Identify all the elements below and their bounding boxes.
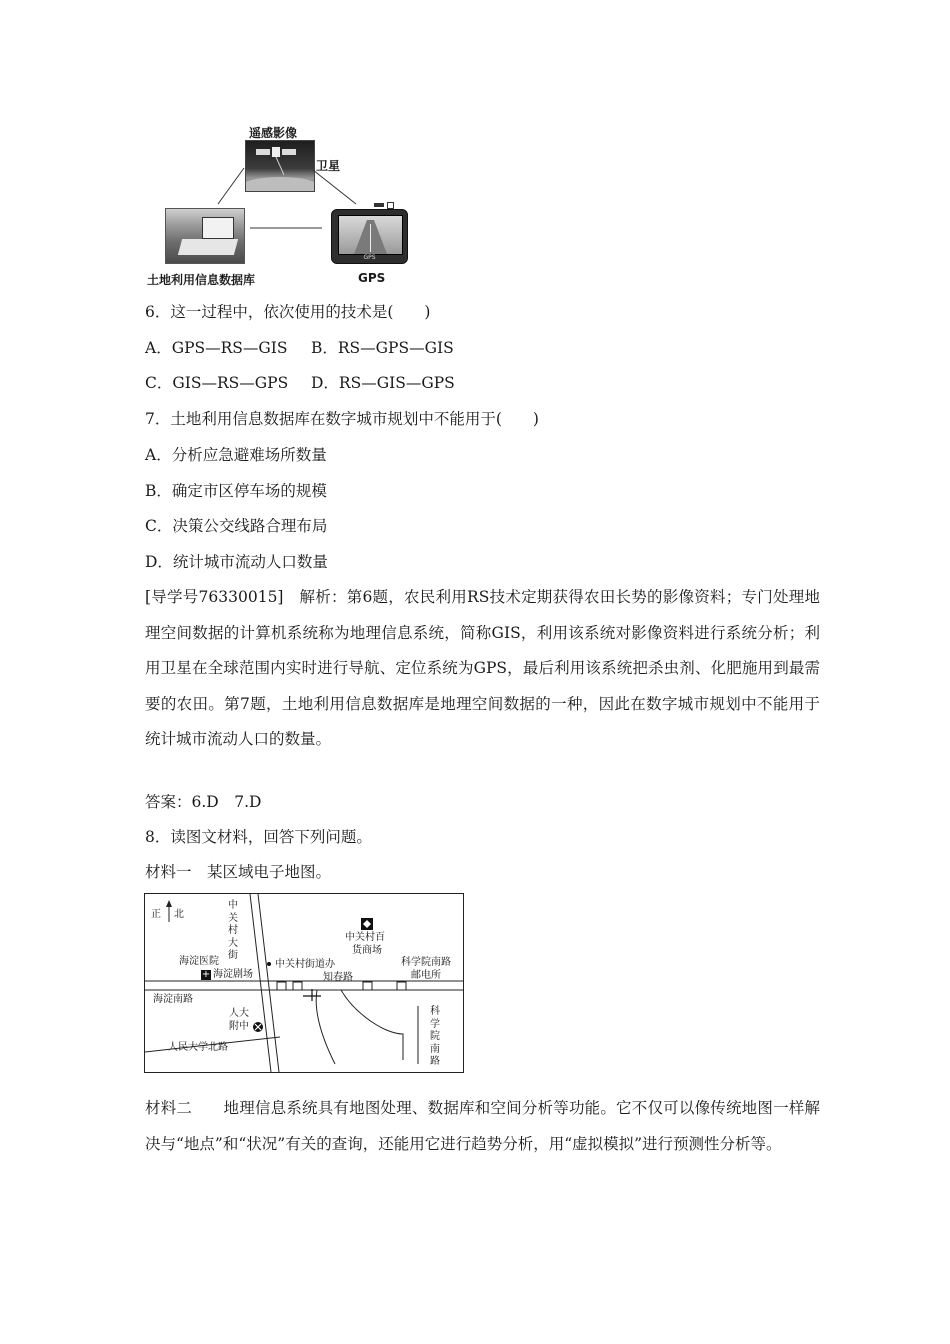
kexueyuan-post-label-2: 邮电所 xyxy=(411,970,441,981)
kexueyuan-post-label-1: 科学院南路 xyxy=(401,957,451,968)
gps-label: GPS xyxy=(358,271,386,285)
zgc-subdistrict-label: 中关村街道办 xyxy=(275,959,335,970)
north-zheng-label: 正 xyxy=(151,909,161,920)
answer-text: 答案：6.D 7.D xyxy=(145,793,262,811)
gps-antenna-dot xyxy=(387,202,394,209)
gps-screen-road-icon xyxy=(339,216,402,254)
haidian-hospital-label: 海淀医院 xyxy=(179,956,219,967)
rs-image-label: 遥感影像 xyxy=(249,126,298,140)
renda-fuzhong-label-2: 附中 xyxy=(229,1021,249,1032)
q7-option-c: C．决策公交线路合理布局 xyxy=(145,517,328,535)
zhichun-road-label: 知春路 xyxy=(323,972,353,983)
analysis-text: [导学号76330015] 解析：第6题，农民利用RS技术定期获得农田长势的影像资料；专门处理地理空间数据的计算机系统称为地理信息系统，简称GIS，利用该系统对影像资料进行系统分析；利用卫星在全球范围内实时进行导航、定位系统为GPS，最后利用该系统把杀虫剂、化肥施用到最需要的农田。第7题，土地利用信息数据库是地理空间数据的一种，因此在数字城市规划中不能用于统计城市流动人口的数量。 xyxy=(145,588,820,748)
q6-stem: 6．这一过程中，依次使用的技术是( ) xyxy=(145,303,431,321)
kexueyuan-south-road-vertical-label: 科学院南路 xyxy=(430,1006,440,1067)
q6-option-d: D．RS—GIS—GPS xyxy=(311,374,455,392)
material2-text: 材料二 地理信息系统具有地图处理、数据库和空间分析等功能。它不仅可以像传统地图一样解决与“地点”和“状况”有关的查询，还能用它进行趋势分析，用“虚拟模拟”进行预测性分析等。 xyxy=(145,1099,820,1153)
figure-connector-lines xyxy=(0,0,950,300)
land-use-database-image xyxy=(165,208,245,264)
q7-option-b: B．确定市区停车场的规模 xyxy=(145,482,327,500)
haidian-theater-label: 海淀剧场 xyxy=(213,969,253,980)
renmin-univ-north-road-label: 人民大学北路 xyxy=(168,1042,228,1053)
zhongguancun-street-label: 中关村大街 xyxy=(228,900,238,961)
land-use-db-label: 土地利用信息数据库 xyxy=(147,273,256,287)
dept-store-icon xyxy=(361,918,373,930)
haidian-south-road-label: 海淀南路 xyxy=(153,994,193,1005)
location-crosshair-icon xyxy=(301,987,323,1003)
q8-stem: 8．读图文材料，回答下列问题。 xyxy=(145,828,372,846)
q7-stem: 7．土地利用信息数据库在数字城市规划中不能用于( ) xyxy=(145,410,539,428)
q6-option-a: A．GPS—RS—GIS xyxy=(145,339,288,357)
gps-antenna xyxy=(374,203,384,207)
gps-device-text: GPS xyxy=(363,254,376,261)
q7-option-a: A．分析应急避难场所数量 xyxy=(145,446,327,464)
renda-fuzhong-label-1: 人大 xyxy=(229,1008,249,1019)
material1-text: 材料一 某区域电子地图。 xyxy=(145,863,332,881)
q6-option-c: C．GIS—RS—GPS xyxy=(145,374,289,392)
school-icon xyxy=(252,1021,264,1033)
gps-device-image xyxy=(331,209,408,264)
subdistrict-dot-icon xyxy=(267,962,271,966)
electronic-map xyxy=(144,893,464,1073)
q6-option-b: B．RS—GPS—GIS xyxy=(311,339,454,357)
dept-store-label-2: 货商场 xyxy=(352,945,382,956)
hospital-icon: + xyxy=(201,969,211,980)
satellite-label: 卫星 xyxy=(316,159,341,173)
dept-store-label-1: 中关村百 xyxy=(345,932,385,943)
q7-option-d: D．统计城市流动人口数量 xyxy=(145,553,328,571)
north-bei-label: 北 xyxy=(174,909,184,920)
